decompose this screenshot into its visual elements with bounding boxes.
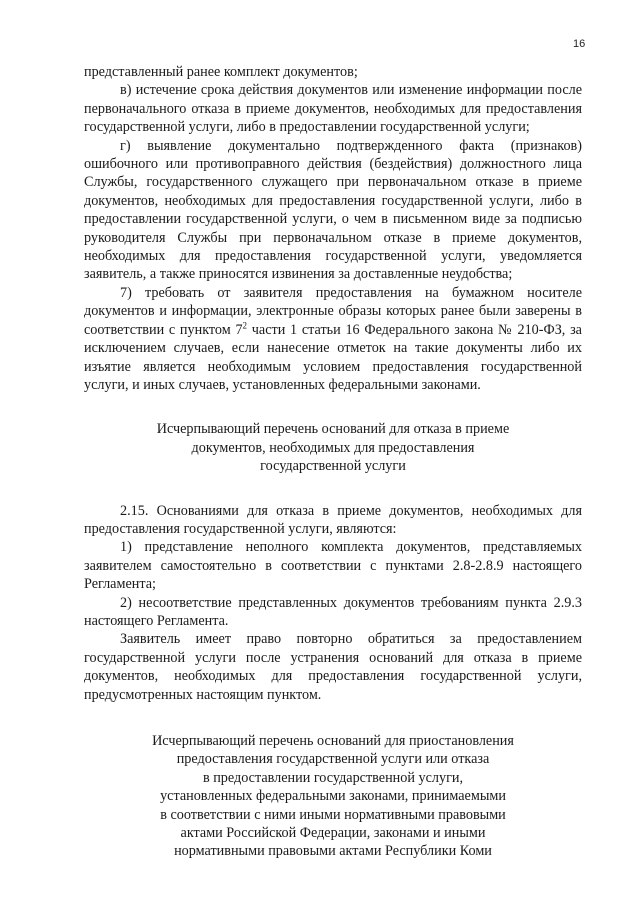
- paragraph-text: 7) требовать от заявителя предоставления на бумажном носителе документов и информации, электронные образы которых ранее были заверены в соответствии с пунктом 7: [84, 284, 582, 338]
- superscript: 2: [242, 319, 248, 330]
- section-heading: [84, 420, 582, 475]
- heading-line: актами Российской Федерации, законами и иными: [180, 825, 486, 842]
- heading-line: Исчерпывающий перечень оснований для приостановления: [152, 733, 514, 749]
- section-heading: [84, 732, 582, 861]
- heading-line: в предоставлении государственной услуги,: [202, 769, 464, 786]
- heading-line: Исчерпывающий перечень оснований для отказа в приеме: [156, 421, 510, 438]
- paragraph: 2.15. Основаниями для отказа в приеме документов, необходимых для предоставления государственной услуги, являются:: [84, 502, 582, 537]
- heading-line: в соответствии с ними иными нормативными правовыми: [160, 806, 506, 823]
- paragraph: 2) несоответствие представленных документов требованиям пункта 2.9.3 настоящего Регламента.: [84, 594, 582, 629]
- paragraph: представленный ранее комплект документов;: [84, 64, 358, 80]
- paragraph: Заявитель имеет право повторно обратиться за предоставлением государственной услуги после устранения оснований для отказа в приеме документов, необходимых для предоставления государственной услуги, предусмотренных настоящим пунктом.: [84, 631, 582, 703]
- heading-line: документов, необходимых для предоставления: [191, 439, 475, 456]
- heading-line: государственной услуги: [260, 458, 406, 475]
- heading-line: предоставления государственной услуги или отказа: [176, 751, 490, 768]
- paragraph-item-7: [84, 284, 582, 394]
- paragraph: 1) представление неполного комплекта документов, представляемых заявителем самостоятельно в соответствии с пунктами 2.8-2.8.9 настоящего Регламента;: [84, 539, 582, 593]
- paragraph: в) истечение срока действия документов или изменение информации после первоначального отказа в приеме документов, необходимых для предоставления государственной услуги, либо в предоставлении государственной услуги;: [84, 82, 582, 136]
- document-body: [84, 63, 582, 861]
- heading-line: установленных федеральными законами, принимаемыми: [160, 788, 506, 805]
- paragraph-text: части 1 статьи 16 Федерального закона № 210-ФЗ, за исключением случаев, если нанесение отметок на такие документы либо их изъятие является необходимым условием предоставления государственной услуги, и иных случаев, установленных федеральными законами.: [84, 321, 582, 393]
- page-number: 16: [573, 38, 586, 50]
- paragraph: г) выявление документально подтвержденного факта (признаков) ошибочного или противоправного действия (бездействия) должностного лица Службы, государственного служащего при первоначальном отказе в приеме документов, необходимых для предоставления государственной услуги, либо в предоставлении государственной услуги, о чем в письменном виде за подписью руководителя Службы при первоначальном отказе в приеме документов, необходимых для предоставления государственной услуги, уведомляется заявитель, а также приносятся извинения за доставленные неудобства;: [84, 137, 582, 283]
- heading-line: нормативными правовыми актами Республики Коми: [174, 843, 492, 860]
